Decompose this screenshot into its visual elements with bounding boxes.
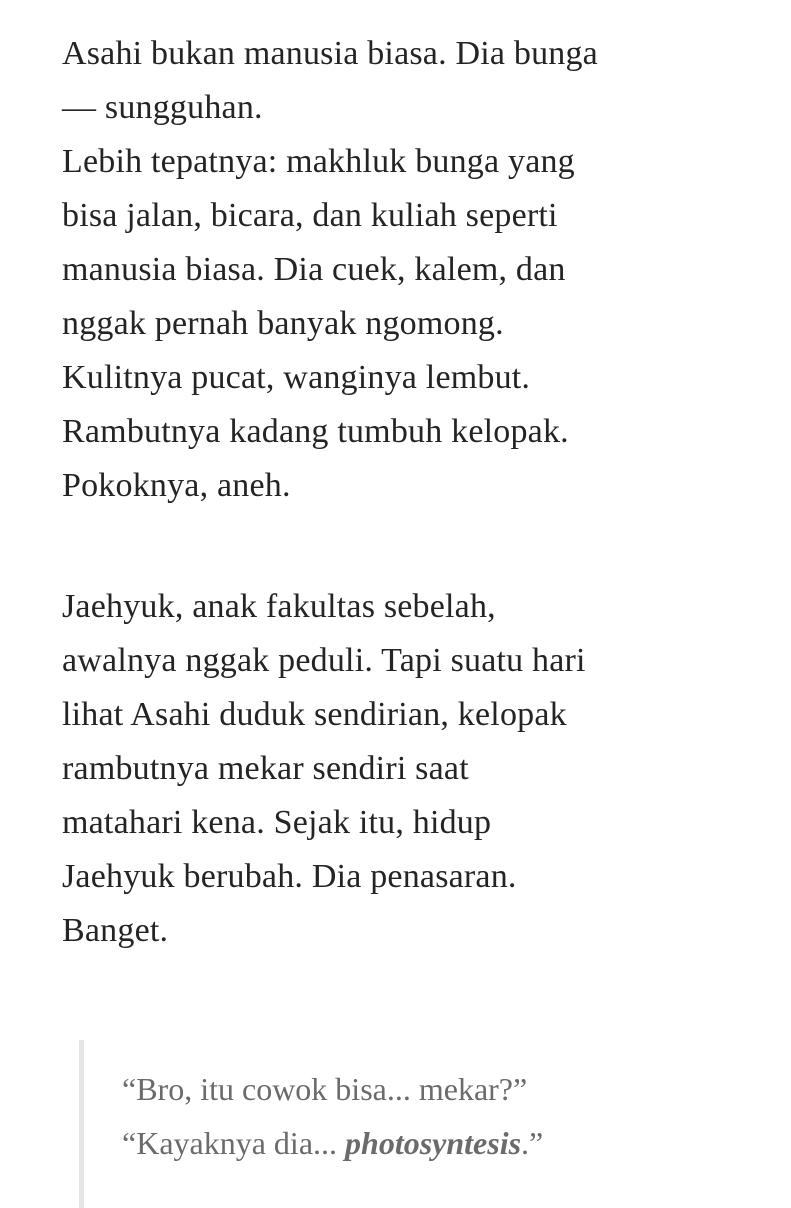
paragraph-line: manusia biasa. Dia cuek, kalem, dan xyxy=(62,251,566,288)
paragraph-line: Pokoknya, aneh. xyxy=(62,467,291,504)
quote-emphasis: photosyntesis xyxy=(345,1125,522,1161)
paragraph-line: matahari kena. Sejak itu, hidup xyxy=(62,804,492,841)
paragraph-line: Lebih tepatnya: makhluk bunga yang xyxy=(62,143,575,180)
paragraph-line: Jaehyuk berubah. Dia penasaran. xyxy=(62,858,517,895)
paragraph-line: — sungguhan. xyxy=(62,89,263,126)
paragraph-line: rambutnya mekar sendiri saat xyxy=(62,750,469,787)
paragraph-line: Banget. xyxy=(62,912,169,949)
paragraph-1 xyxy=(62,27,762,513)
paragraph-line: Kulitnya pucat, wanginya lembut. xyxy=(62,359,531,396)
paragraph-line: bisa jalan, bicara, dan kuliah seperti xyxy=(62,197,558,234)
paragraph-2 xyxy=(62,580,762,958)
paragraph-line: Rambutnya kadang tumbuh kelopak. xyxy=(62,413,569,450)
quote-text xyxy=(122,1062,543,1170)
quote-line-2 xyxy=(122,1116,543,1170)
paragraph-line: lihat Asahi duduk sendirian, kelopak xyxy=(62,696,567,733)
paragraph-line: Asahi bukan manusia biasa. Dia bunga xyxy=(62,35,598,72)
quote-line-2-suffix: .” xyxy=(521,1125,544,1161)
paragraph-line: nggak pernah banyak ngomong. xyxy=(62,305,504,342)
quote-line-1: “Bro, itu cowok bisa... mekar?” xyxy=(122,1071,528,1107)
paragraph-line: Jaehyuk, anak fakultas sebelah, xyxy=(62,588,496,625)
paragraph-line: awalnya nggak peduli. Tapi suatu hari xyxy=(62,642,586,679)
quote-line-2-prefix: “Kayaknya dia... xyxy=(122,1125,346,1161)
blockquote xyxy=(79,1040,734,1208)
